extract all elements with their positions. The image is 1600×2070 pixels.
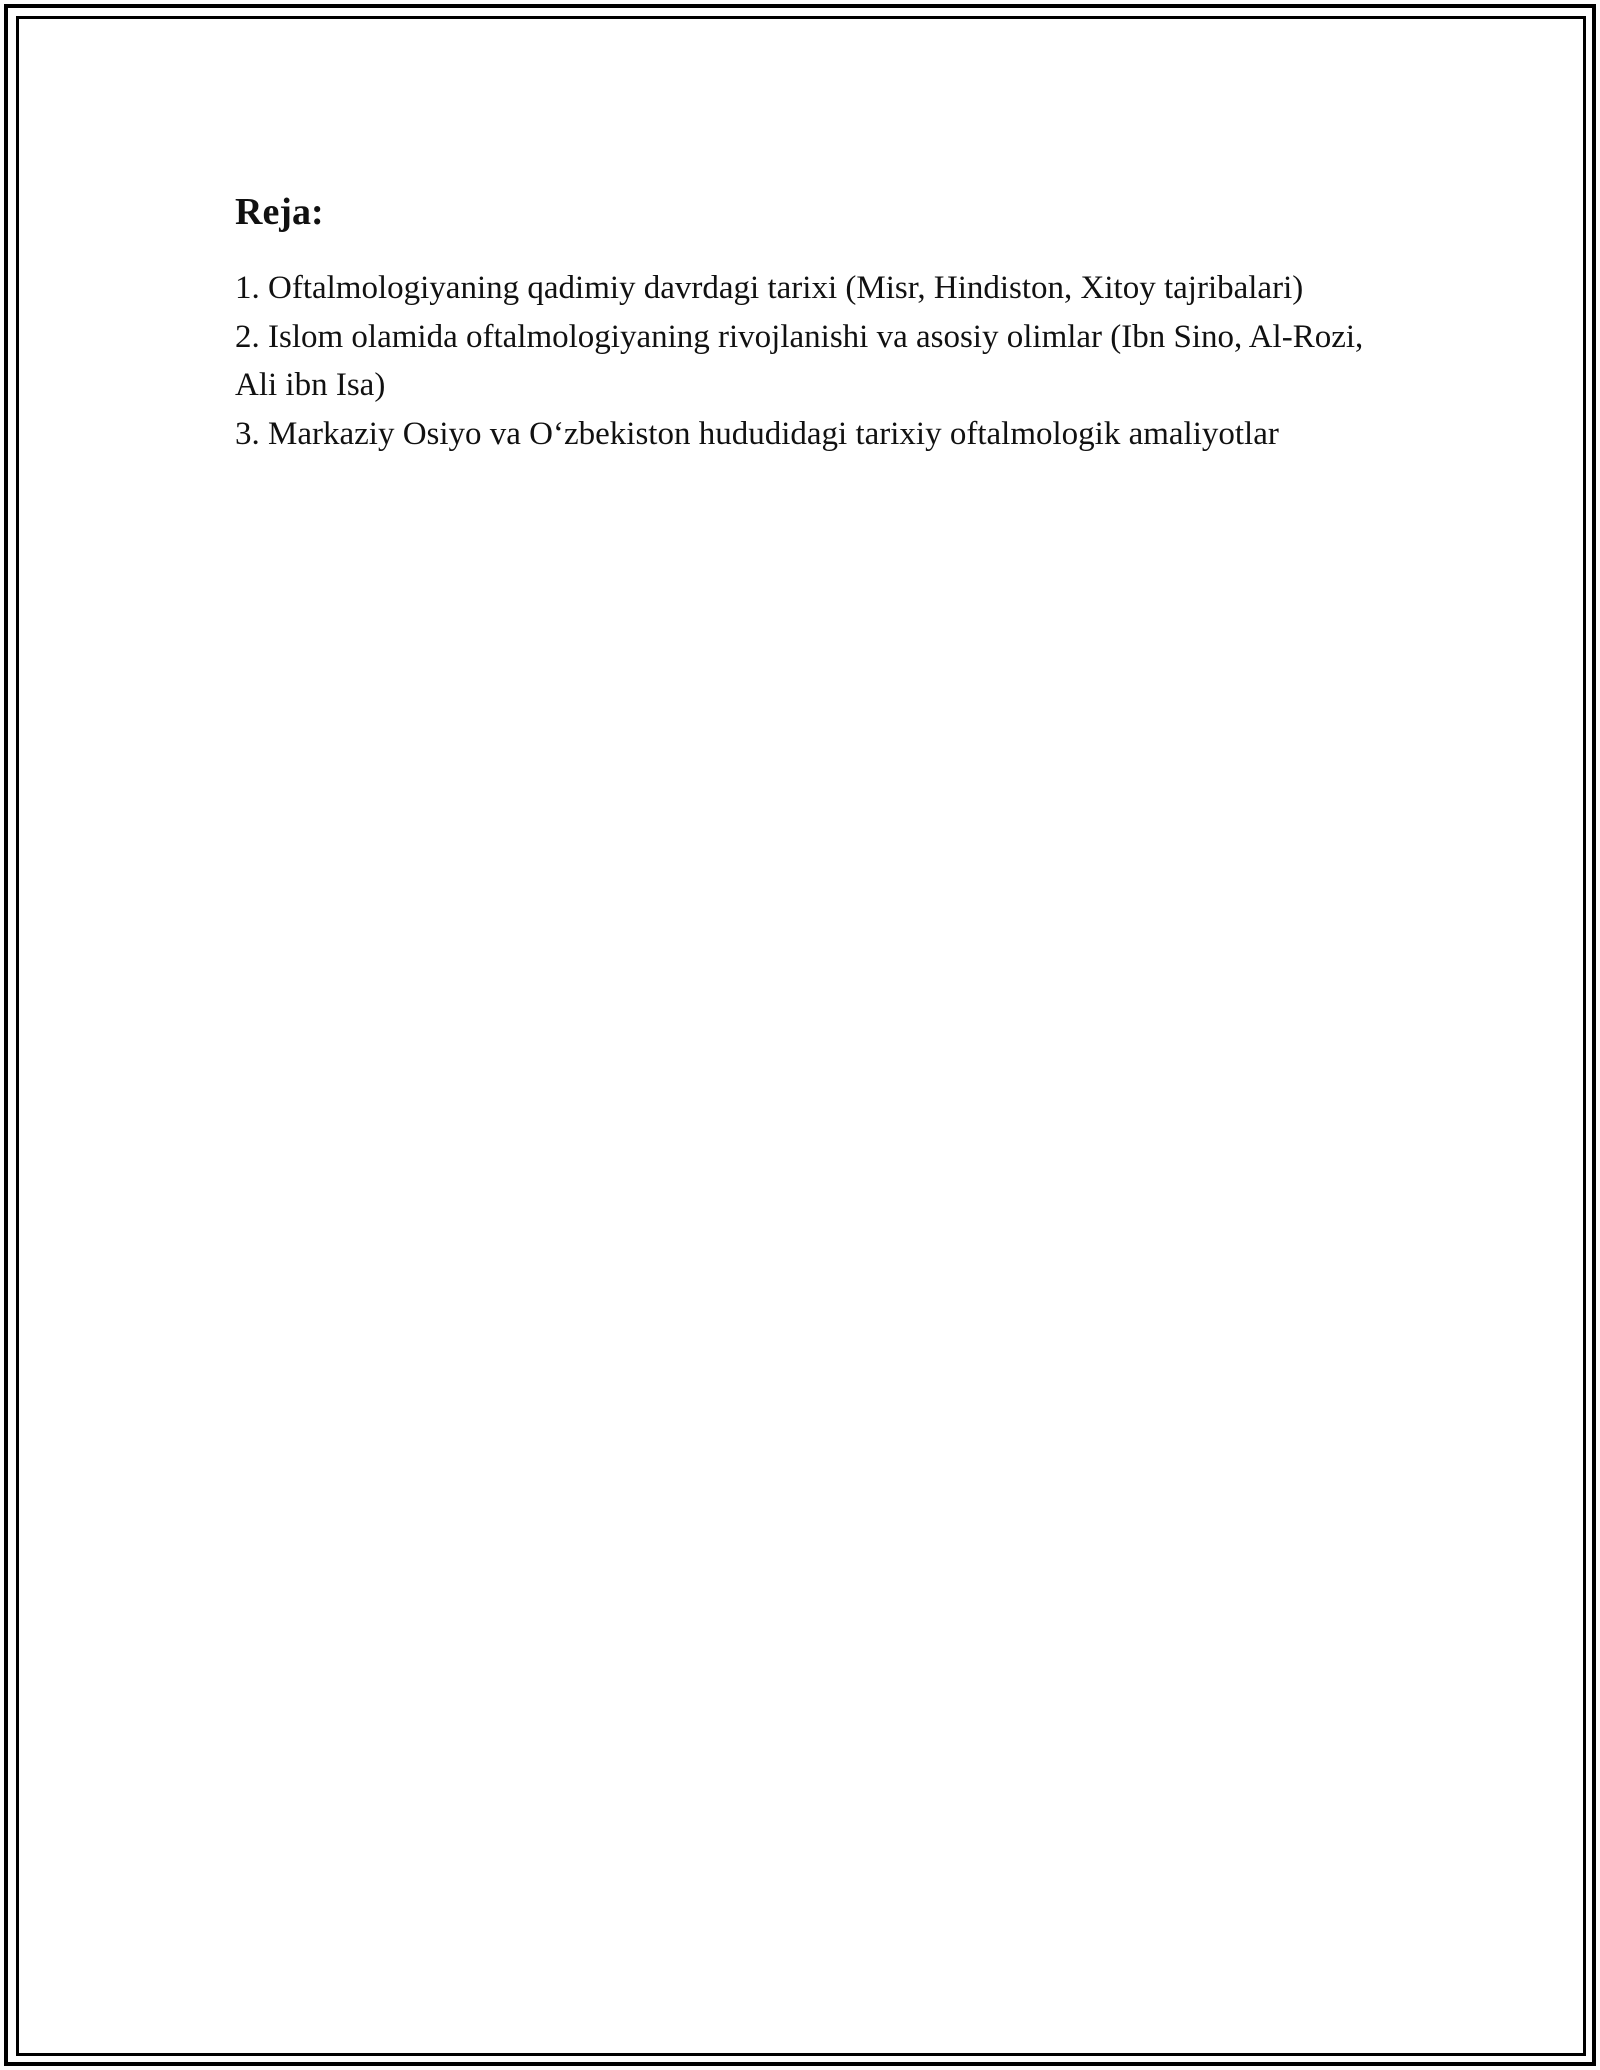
plan-heading: Reja: [235, 191, 324, 233]
document-body [235, 188, 1375, 458]
plan-item-2: 2. Islom olamida oftalmologiyaning rivojlanishi va asosiy olimlar (Ibn Sino, Al-Rozi, Ali ibn Isa) [235, 318, 1364, 403]
plan-list [235, 264, 1375, 458]
plan-item-3: 3. Markaziy Osiyo va O‘zbekiston hududidagi tarixiy oftalmologik amaliyotlar [235, 415, 1279, 452]
plan-item-1: 1. Oftalmologiyaning qadimiy davrdagi tarixi (Misr, Hindiston, Xitoy tajribalari) [235, 270, 1304, 306]
